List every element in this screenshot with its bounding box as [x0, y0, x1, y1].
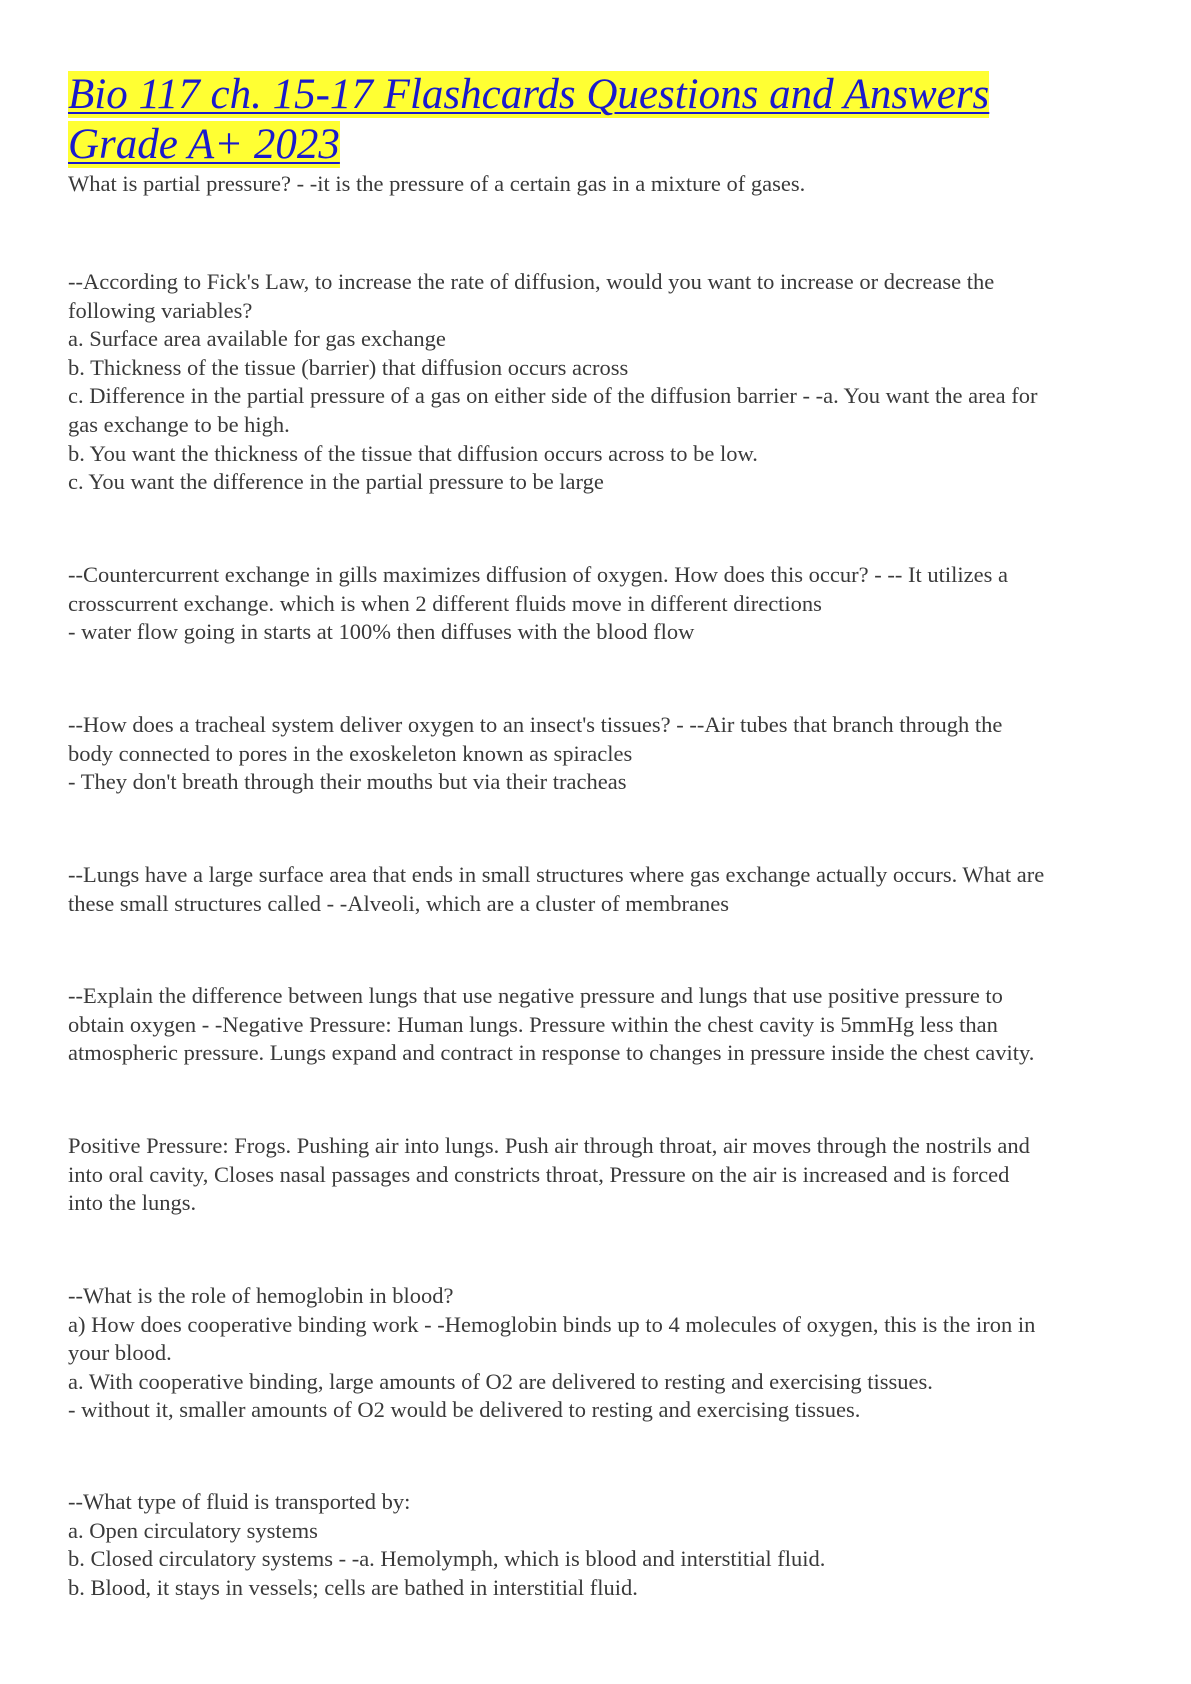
entry-line: c. Difference in the partial pressure of a gas on either side of the diffusion barrier - -a. You want the area for	[68, 383, 1038, 409]
entry-line: a. Surface area available for gas exchange	[68, 326, 446, 352]
entry-line: b. Blood, it stays in vessels; cells are bathed in interstitial fluid.	[68, 1574, 638, 1600]
flashcard-entry	[68, 1132, 1030, 1218]
flashcard-entry	[68, 170, 1128, 199]
document-title	[68, 70, 1128, 170]
entry-line: --Countercurrent exchange in gills maximizes diffusion of oxygen. How does this occur? - -- It utilizes a	[68, 562, 1008, 587]
flashcard-entry	[68, 982, 1034, 1068]
entry-line: c. You want the difference in the partial pressure to be large	[68, 469, 604, 495]
entry-line: into the lungs.	[68, 1190, 197, 1216]
flashcard-entry	[68, 1282, 1035, 1425]
entry-line: a. Open circulatory systems	[68, 1517, 318, 1543]
entry-line: - They don't breath through their mouths but via their tracheas	[68, 769, 627, 795]
title-line-1: Bio 117 ch. 15-17 Flashcards Questions and Answers	[68, 71, 990, 118]
entry-line: crosscurrent exchange. which is when 2 different fluids move in different directions	[68, 590, 822, 616]
flashcard-entry	[68, 561, 1008, 647]
entry-line: a) How does cooperative binding work - -Hemoglobin binds up to 4 molecules of oxygen, this is the iron in	[68, 1311, 1036, 1337]
entry-line: --What is the role of hemoglobin in blood?	[68, 1283, 454, 1308]
entry-line: b. Closed circulatory systems - -a. Hemolymph, which is blood and interstitial fluid.	[68, 1546, 826, 1572]
entry-line: atmospheric pressure. Lungs expand and contract in response to changes in pressure inside the chest cavity.	[68, 1040, 1035, 1066]
entry-line: gas exchange to be high.	[68, 411, 290, 437]
document-page	[68, 70, 1128, 1600]
flashcard-entry	[68, 711, 1002, 797]
entry-line: b. Thickness of the tissue (barrier) that diffusion occurs across	[68, 354, 629, 380]
entry-line: --Lungs have a large surface area that ends in small structures where gas exchange actually occurs. What are	[68, 862, 1045, 887]
entry-line: What is partial pressure? - -it is the pressure of a certain gas in a mixture of gases.	[68, 171, 806, 196]
entry-line: --According to Fick's Law, to increase the rate of diffusion, would you want to increase or decrease the	[68, 269, 995, 294]
entry-line: body connected to pores in the exoskeleton known as spiracles	[68, 740, 633, 766]
flashcard-entry	[68, 861, 1044, 918]
flashcard-entry	[68, 268, 1037, 497]
entry-line: Positive Pressure: Frogs. Pushing air into lungs. Push air through throat, air moves through the nostrils and	[68, 1133, 1030, 1158]
entry-line: - without it, smaller amounts of O2 would be delivered to resting and exercising tissues.	[68, 1397, 861, 1423]
entry-line: --Explain the difference between lungs that use negative pressure and lungs that use positive pressure to	[68, 983, 1003, 1008]
entry-line: b. You want the thickness of the tissue that diffusion occurs across to be low.	[68, 440, 758, 466]
entry-line: --How does a tracheal system deliver oxygen to an insect's tissues? - --Air tubes that branch through the	[68, 712, 1003, 737]
entry-line: --What type of fluid is transported by:	[68, 1489, 411, 1514]
entry-line: your blood.	[68, 1340, 172, 1366]
entry-line: - water flow going in starts at 100% then diffuses with the blood flow	[68, 619, 695, 645]
entry-line: following variables?	[68, 297, 253, 323]
entry-line: these small structures called - -Alveoli, which are a cluster of membranes	[68, 890, 730, 916]
title-line-2: Grade A+ 2023	[68, 121, 340, 168]
entry-line: obtain oxygen - -Negative Pressure: Human lungs. Pressure within the chest cavity is 5mmHg less than	[68, 1011, 998, 1037]
entry-line: into oral cavity, Closes nasal passages and constricts throat, Pressure on the air is increased and is forced	[68, 1161, 1010, 1187]
entry-line: a. With cooperative binding, large amounts of O2 are delivered to resting and exercising tissues.	[68, 1368, 933, 1394]
flashcard-entry	[68, 1488, 825, 1602]
